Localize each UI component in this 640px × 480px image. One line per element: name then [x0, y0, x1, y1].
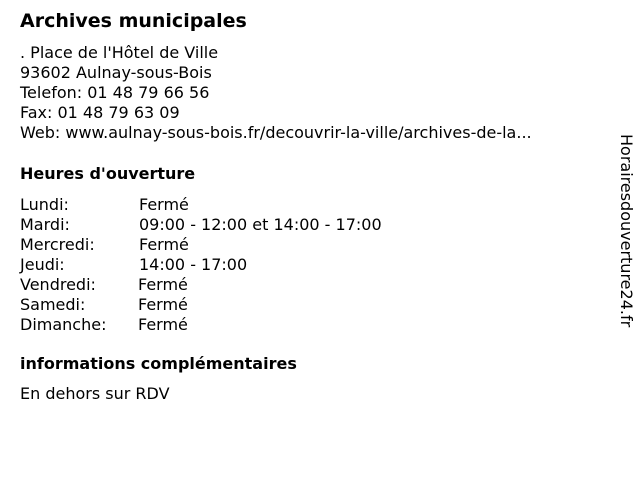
street-address: . Place de l'Hôtel de Ville	[20, 43, 219, 62]
day-hours: Fermé	[138, 315, 188, 334]
address-block	[20, 43, 532, 143]
additional-info-text: En dehors sur RDV	[20, 384, 170, 403]
fax-number: Fax: 01 48 79 63 09	[20, 103, 180, 122]
day-label: Mercredi:	[20, 235, 95, 254]
site-watermark: Horairesdouverture24.fr	[617, 134, 636, 328]
website-link[interactable]: Web: www.aulnay-sous-bois.fr/decouvrir-la-ville/archives-de-la...	[20, 123, 532, 142]
opening-hours-heading: Heures d'ouverture	[20, 164, 196, 183]
additional-info-heading: informations complémentaires	[20, 354, 297, 373]
day-label: Vendredi:	[20, 275, 96, 294]
day-hours: Fermé	[139, 195, 189, 214]
day-hours: Fermé	[138, 275, 188, 294]
day-label: Jeudi:	[20, 255, 65, 274]
day-hours: Fermé	[139, 235, 189, 254]
day-label: Samedi:	[20, 295, 86, 314]
phone-number: Telefon: 01 48 79 66 56	[20, 83, 210, 102]
page-title: Archives municipales	[20, 10, 247, 32]
city-address: 93602 Aulnay-sous-Bois	[20, 63, 212, 82]
day-hours: 14:00 - 17:00	[139, 255, 248, 274]
day-hours: 09:00 - 12:00 et 14:00 - 17:00	[139, 215, 382, 234]
day-label: Dimanche:	[20, 315, 107, 334]
day-label: Lundi:	[20, 195, 69, 214]
day-hours: Fermé	[138, 295, 188, 314]
day-label: Mardi:	[20, 215, 70, 234]
